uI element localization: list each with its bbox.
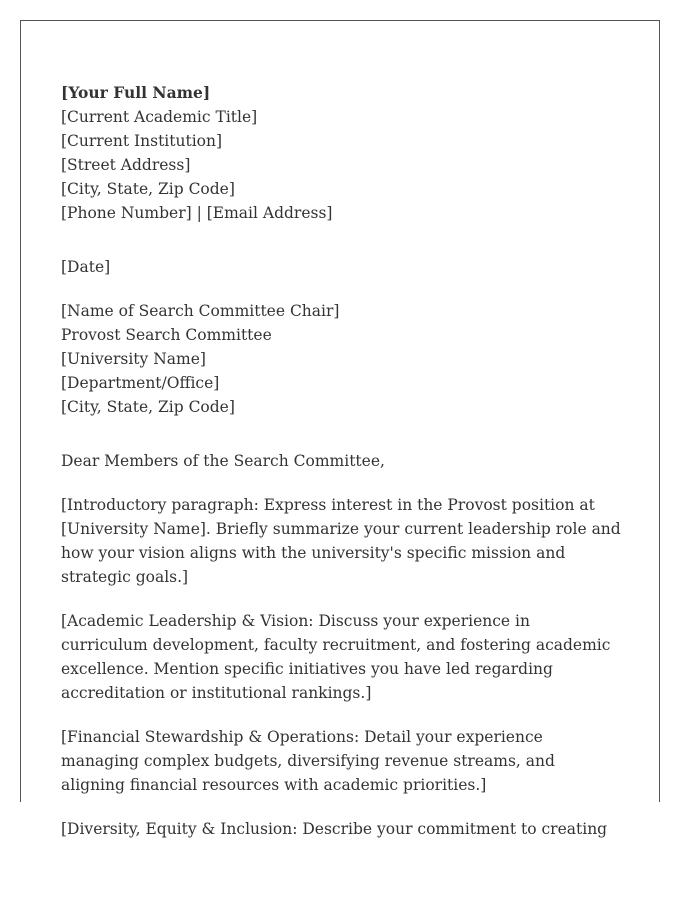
recipient-chair: [Name of Search Committee Chair]	[61, 302, 340, 320]
body-paragraph-intro: [Introductory paragraph: Express interest in the Provost position at [University Name]. Briefly summarize your current leadership role and how your vision aligns with the university's specific mission and strategic goals.]	[61, 496, 621, 586]
body-paragraph-diversity: [Diversity, Equity & Inclusion: Describe your commitment to creating	[61, 820, 608, 838]
recipient-department: [Department/Office]	[61, 374, 220, 392]
sender-street: [Street Address]	[61, 156, 191, 174]
recipient-block	[61, 299, 621, 419]
body-paragraph-academic-leadership: [Academic Leadership & Vision: Discuss your experience in curriculum development, faculty recruitment, and fostering academic excellence. Mention specific initiatives you have led regarding accreditation or institutional rankings.]	[61, 612, 611, 702]
sender-city-state-zip: [City, State, Zip Code]	[61, 180, 235, 198]
body-paragraph-financial-stewardship: [Financial Stewardship & Operations: Detail your experience managing complex budgets, diversifying revenue streams, and aligning financial resources with academic priorities.]	[61, 728, 555, 794]
sender-institution: [Current Institution]	[61, 132, 223, 150]
recipient-committee: Provost Search Committee	[61, 326, 272, 344]
letter-content	[61, 81, 621, 861]
sender-title: [Current Academic Title]	[61, 108, 258, 126]
sender-block	[61, 81, 621, 225]
sender-contact: [Phone Number] | [Email Address]	[61, 204, 333, 222]
recipient-university: [University Name]	[61, 350, 206, 368]
salutation: Dear Members of the Search Committee,	[61, 452, 385, 470]
letter-page	[20, 20, 660, 838]
letter-date: [Date]	[61, 258, 111, 276]
sender-name: [Your Full Name]	[61, 83, 211, 102]
recipient-city-state-zip: [City, State, Zip Code]	[61, 398, 235, 416]
